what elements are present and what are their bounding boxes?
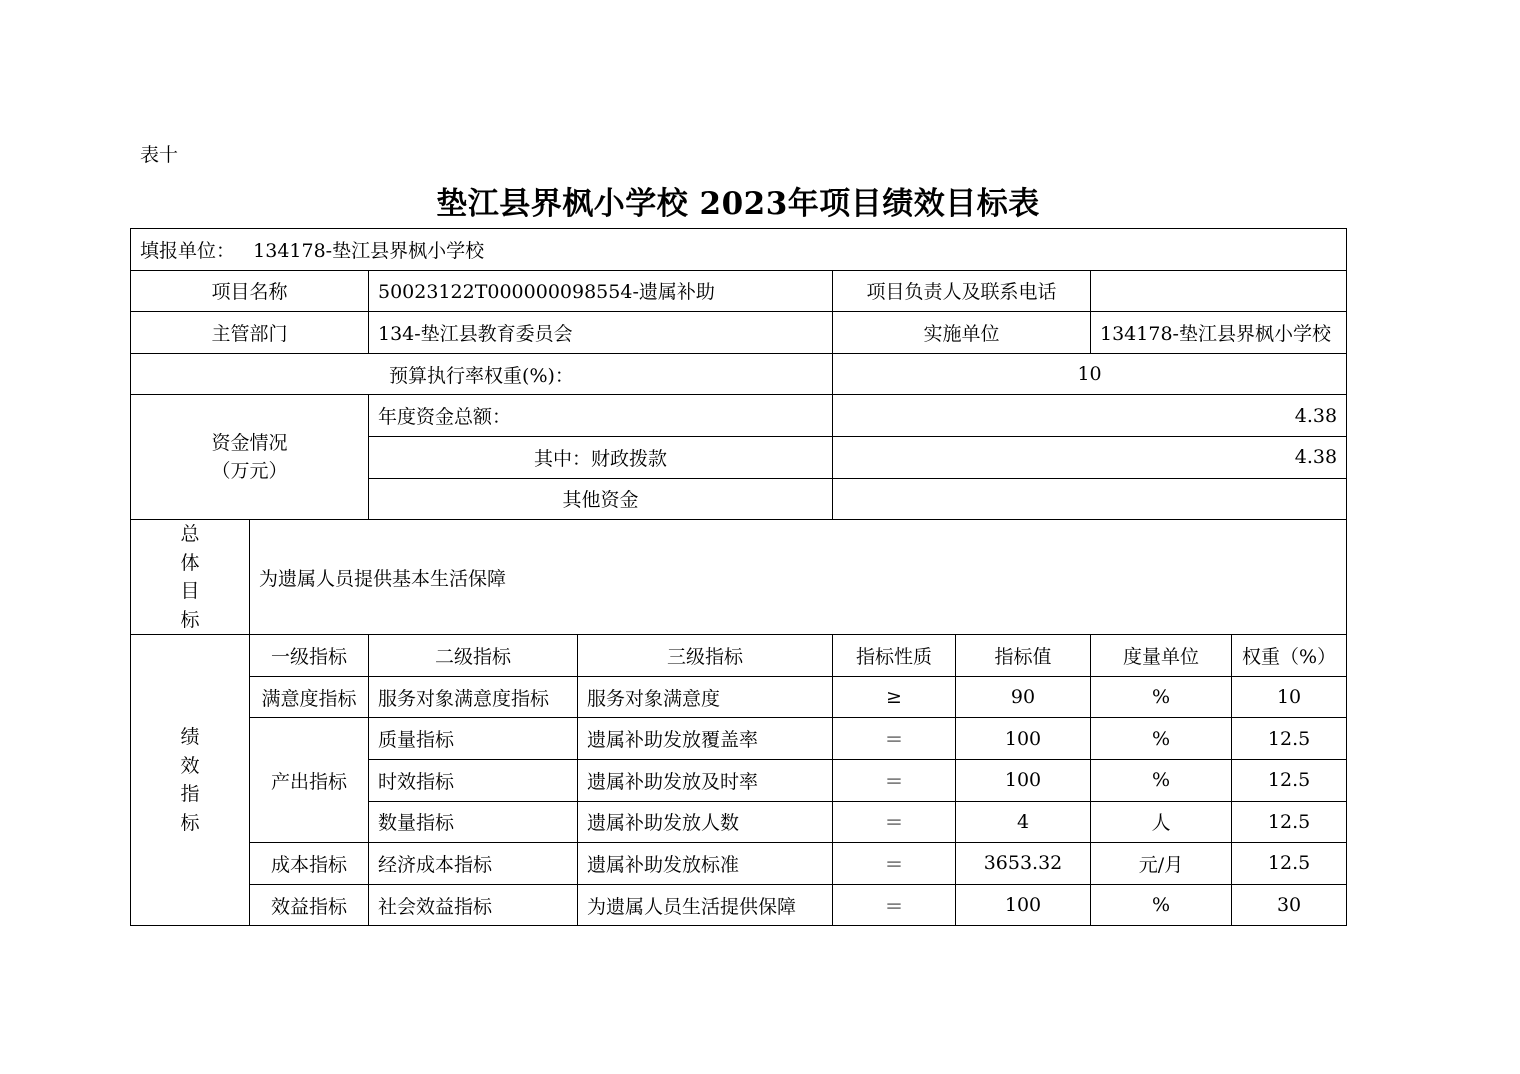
indicator-level1: 效益指标 [250,884,369,926]
reporting-unit-cell [131,229,1347,271]
header-level3: 三级指标 [578,635,833,677]
indicator-level3: 服务对象满意度 [578,676,833,718]
indicator-weight: 12.5 [1232,718,1347,760]
implementing-unit-label: 实施单位 [833,312,1091,354]
performance-indicator-char: 绩 [180,726,200,749]
indicator-unit: 人 [1091,801,1232,843]
indicator-level1: 满意度指标 [250,676,369,718]
overall-goal-char: 标 [180,608,200,631]
header-nature: 指标性质 [833,635,956,677]
indicator-value: 4 [956,801,1091,843]
indicator-level3: 为遗属人员生活提供保障 [578,884,833,926]
implementing-unit-value: 134178-垫江县界枫小学校 [1091,312,1347,354]
table-row [131,843,1347,885]
indicator-weight: 12.5 [1232,801,1347,843]
performance-indicator-label [131,635,250,926]
indicator-unit: % [1091,718,1232,760]
reporting-unit-value: 134178-垫江县界枫小学校 [253,239,485,262]
performance-target-table [130,228,1347,926]
indicator-value: 3653.32 [956,843,1091,885]
fund-other-label: 其他资金 [369,478,833,520]
fund-other-value [833,478,1347,520]
indicator-nature: ＝ [833,843,956,885]
budget-weight-label: 预算执行率权重(%)： [131,353,833,395]
header-value: 指标值 [956,635,1091,677]
contact-label: 项目负责人及联系电话 [833,270,1091,312]
overall-goal-char: 总 [180,523,200,546]
indicator-level2: 数量指标 [369,801,578,843]
table-row [131,718,1347,760]
indicator-value: 100 [956,759,1091,801]
header-level2: 二级指标 [369,635,578,677]
indicator-unit: % [1091,676,1232,718]
indicator-level3: 遗属补助发放标准 [578,843,833,885]
table-number: 表十 [140,144,179,166]
indicator-nature: ＝ [833,759,956,801]
indicator-nature: ＝ [833,884,956,926]
performance-indicator-char: 效 [180,754,200,777]
indicator-level3: 遗属补助发放覆盖率 [578,718,833,760]
fund-situation-label [131,395,369,520]
indicator-unit: % [1091,884,1232,926]
indicator-header-row [131,635,1347,677]
indicator-level2: 时效指标 [369,759,578,801]
document-title: 垫江县界枫小学校 2023年项目绩效目标表 [436,186,1040,222]
project-name-row [131,270,1347,312]
indicator-level2: 服务对象满意度指标 [369,676,578,718]
indicator-nature: ＝ [833,718,956,760]
overall-goal-char: 目 [180,580,200,603]
performance-indicator-char: 标 [180,811,200,834]
indicator-weight: 10 [1232,676,1347,718]
project-name-label: 项目名称 [131,270,369,312]
fund-total-row [131,395,1347,437]
fund-situation-line2: （万元） [211,460,288,483]
overall-goal-label [131,520,250,635]
department-value: 134-垫江县教育委员会 [369,312,833,354]
reporting-unit-row [131,229,1347,271]
indicator-nature: ＝ [833,801,956,843]
indicator-unit: % [1091,759,1232,801]
indicator-value: 90 [956,676,1091,718]
fund-fiscal-value: 4.38 [833,436,1347,478]
indicator-level2: 经济成本指标 [369,843,578,885]
table-row [131,884,1347,926]
indicator-level2: 社会效益指标 [369,884,578,926]
department-row [131,312,1347,354]
fund-total-label: 年度资金总额： [369,395,833,437]
overall-goal-text: 为遗属人员提供基本生活保障 [250,520,1347,635]
header-unit: 度量单位 [1091,635,1232,677]
overall-goal-char: 体 [180,551,200,574]
indicator-weight: 12.5 [1232,843,1347,885]
indicator-level1: 成本指标 [250,843,369,885]
fund-fiscal-label: 其中：财政拨款 [369,436,833,478]
indicator-nature: ≥ [833,676,956,718]
contact-value [1091,270,1347,312]
header-weight: 权重（%） [1232,635,1347,677]
indicator-level2: 质量指标 [369,718,578,760]
indicator-weight: 12.5 [1232,759,1347,801]
fund-situation-line1: 资金情况 [211,432,288,455]
performance-indicator-char: 指 [180,783,200,806]
header-level1: 一级指标 [250,635,369,677]
table-row [131,676,1347,718]
indicator-weight: 30 [1232,884,1347,926]
indicator-value: 100 [956,718,1091,760]
reporting-unit-label: 填报单位： [140,239,236,262]
indicator-level3: 遗属补助发放人数 [578,801,833,843]
project-name-value: 50023122T000000098554-遗属补助 [369,270,833,312]
budget-weight-row [131,353,1347,395]
indicator-level3: 遗属补助发放及时率 [578,759,833,801]
fund-total-value: 4.38 [833,395,1347,437]
indicator-unit: 元/月 [1091,843,1232,885]
budget-weight-value: 10 [833,353,1347,395]
overall-goal-row [131,520,1347,635]
department-label: 主管部门 [131,312,369,354]
indicator-level1: 产出指标 [250,718,369,843]
indicator-value: 100 [956,884,1091,926]
